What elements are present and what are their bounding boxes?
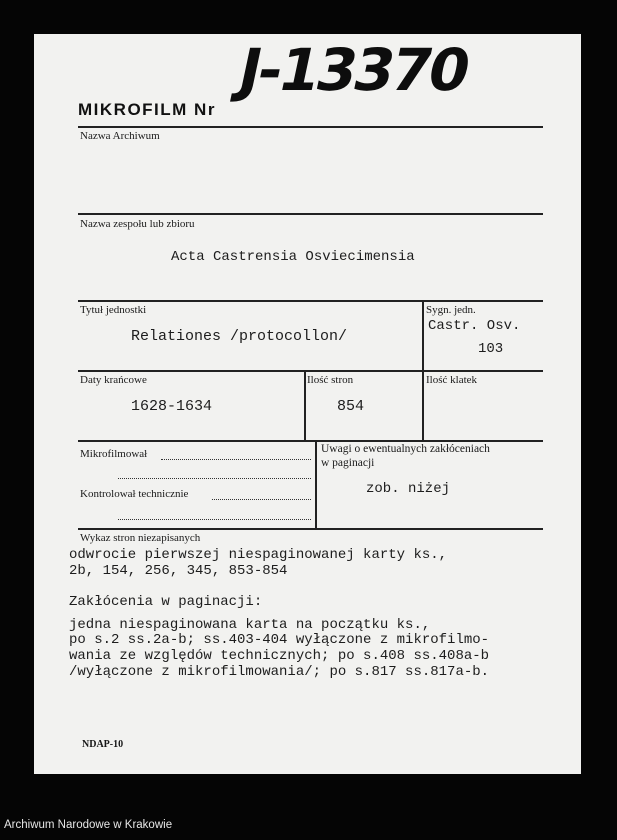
pages-value: 854 [337, 398, 365, 415]
fonds-label: Nazwa zespołu lub zbioru [80, 218, 195, 230]
fonds-rule [78, 213, 543, 215]
frames-label: Ilość klatek [426, 374, 478, 386]
footer-bar [0, 812, 617, 840]
unit-title-value: Relationes /protocollon/ [131, 328, 348, 345]
remarks-divider [315, 440, 317, 528]
filmed-label: Mikrofilmował [80, 448, 148, 460]
filmed-dotted-line [161, 459, 311, 460]
frames-divider [422, 370, 424, 440]
unit-title-label: Tytuł jednostki [80, 304, 147, 316]
title-rule [78, 300, 543, 302]
disturbances-line-4: /wyłączone z mikrofilmowania/; po s.817 ss.817a-b. [69, 664, 490, 680]
pages-label: Ilość stron [307, 374, 354, 386]
handwritten-signature-number: J-13370 [232, 36, 474, 104]
disturbances-line-1: jedna niespaginowana karta na początku ks., [69, 617, 431, 633]
unwritten-line-1: odwrocie pierwszej niespaginowanej karty ks., [69, 547, 448, 563]
archive-name-label: Nazwa Archiwum [80, 130, 160, 142]
remarks-label-2: w paginacji [321, 457, 375, 469]
form-code: NDAP-10 [82, 739, 124, 750]
dates-label: Daty krańcowe [80, 374, 147, 386]
unwritten-label: Wykaz stron niezapisanych [80, 532, 201, 544]
sygn-line-2: 103 [478, 341, 504, 357]
dates-value: 1628-1634 [131, 398, 213, 415]
sygn-label: Sygn. jedn. [426, 304, 476, 316]
filming-rule [78, 440, 543, 442]
sygn-divider [422, 300, 424, 370]
filmed-dotted-line-2 [118, 478, 311, 479]
disturbances-line-2: po s.2 ss.2a-b; ss.403-404 wyłączone z mikrofilmo- [69, 632, 490, 648]
catalog-card [34, 34, 581, 774]
unwritten-line-2: 2b, 154, 256, 345, 853-854 [69, 563, 288, 579]
checked-label: Kontrolował technicznie [80, 488, 189, 500]
checked-dotted-line-2 [118, 519, 311, 520]
dates-rule [78, 370, 543, 372]
sygn-line-1: Castr. Osv. [428, 318, 521, 334]
footer-archive-name: Archiwum Narodowe w Krakowie [4, 819, 173, 831]
microfilm-number-label: MIKROFILM Nr [78, 100, 216, 119]
unwritten-rule [78, 528, 543, 530]
fonds-value: Acta Castrensia Osviecimensia [171, 249, 415, 265]
disturbances-heading: Zakłócenia w paginacji: [69, 594, 263, 610]
pages-divider [304, 370, 306, 440]
disturbances-line-3: wania ze względów technicznych; po s.408 ss.408a-b [69, 648, 490, 664]
checked-dotted-line [212, 499, 311, 500]
header-rule [78, 126, 543, 128]
remarks-value: zob. niżej [366, 481, 451, 497]
remarks-label-1: Uwagi o ewentualnych zakłóceniach [321, 443, 490, 455]
